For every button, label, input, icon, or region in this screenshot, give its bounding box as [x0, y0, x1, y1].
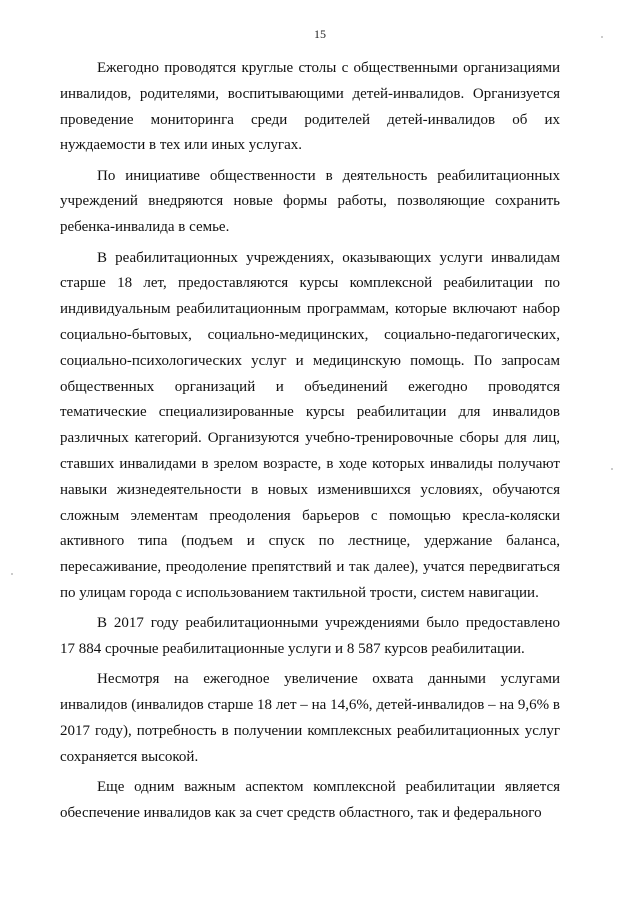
paragraph-2017-statistics: В 2017 году реабилитационными учреждениями было предоставлено 17 884 срочные реабилитационные услуги и 8 587 курсов реабилитации. — [60, 615, 560, 658]
scan-speck — [601, 36, 603, 38]
paragraph-new-forms: По инициативе общественности в деятельность реабилитационных учреждений внедряются новые формы работы, позволяющие сохранить ребенка-инвалида в семье. — [60, 167, 560, 236]
paragraph-coverage-growth: Несмотря на ежегодное увеличение охвата данными услугами инвалидов (инвалидов старше 18 лет – на 14,6%, детей-инвалидов – на 9,6% в 2017 году), потребность в получении комплексных реабилитационных услуг сохраняется высокой. — [60, 671, 560, 765]
paragraph-roundtables: Ежегодно проводятся круглые столы с общественными организациями инвалидов, родителями, воспитывающими детей-инвалидов. Организуется проведение мониторинга среди родителей детей-инвалидов об их нуждаемости в тех или иных услугах. — [60, 60, 560, 154]
scan-speck — [611, 468, 613, 470]
paragraph-funding: Еще одним важным аспектом комплексной реабилитации является обеспечение инвалидов как за счет средств областного, так и федерального — [60, 779, 560, 821]
scan-speck — [11, 573, 13, 575]
document-body — [60, 56, 560, 827]
page-number: 15 — [314, 27, 326, 41]
paragraph-rehab-courses: В реабилитационных учреждениях, оказывающих услуги инвалидам старше 18 лет, предоставляются курсы комплексной реабилитации по индивидуальным реабилитационным программам, которые включают набор социально-бытовых, социально-медицинских, социально-педагогических, социально-психологических услуг и медицинскую помощь. По запросам общественных организаций и объединений ежегодно проводятся тематические специализированные курсы реабилитации для инвалидов различных категорий. Организуются учебно-тренировочные сборы для лиц, ставших инвалидами в зрелом возрасте, в ходе которых инвалиды получают навыки жизнедеятельности в новых изменившихся условиях, обучаются сложным элементам преодоления барьеров с помощью кресла-коляски активного типа (подъем и спуск по лестнице, удержание баланса, пересаживание, преодоление препятствий и так далее), учатся передвигаться по улицам города с использованием тактильной трости, систем навигации. — [60, 249, 560, 601]
